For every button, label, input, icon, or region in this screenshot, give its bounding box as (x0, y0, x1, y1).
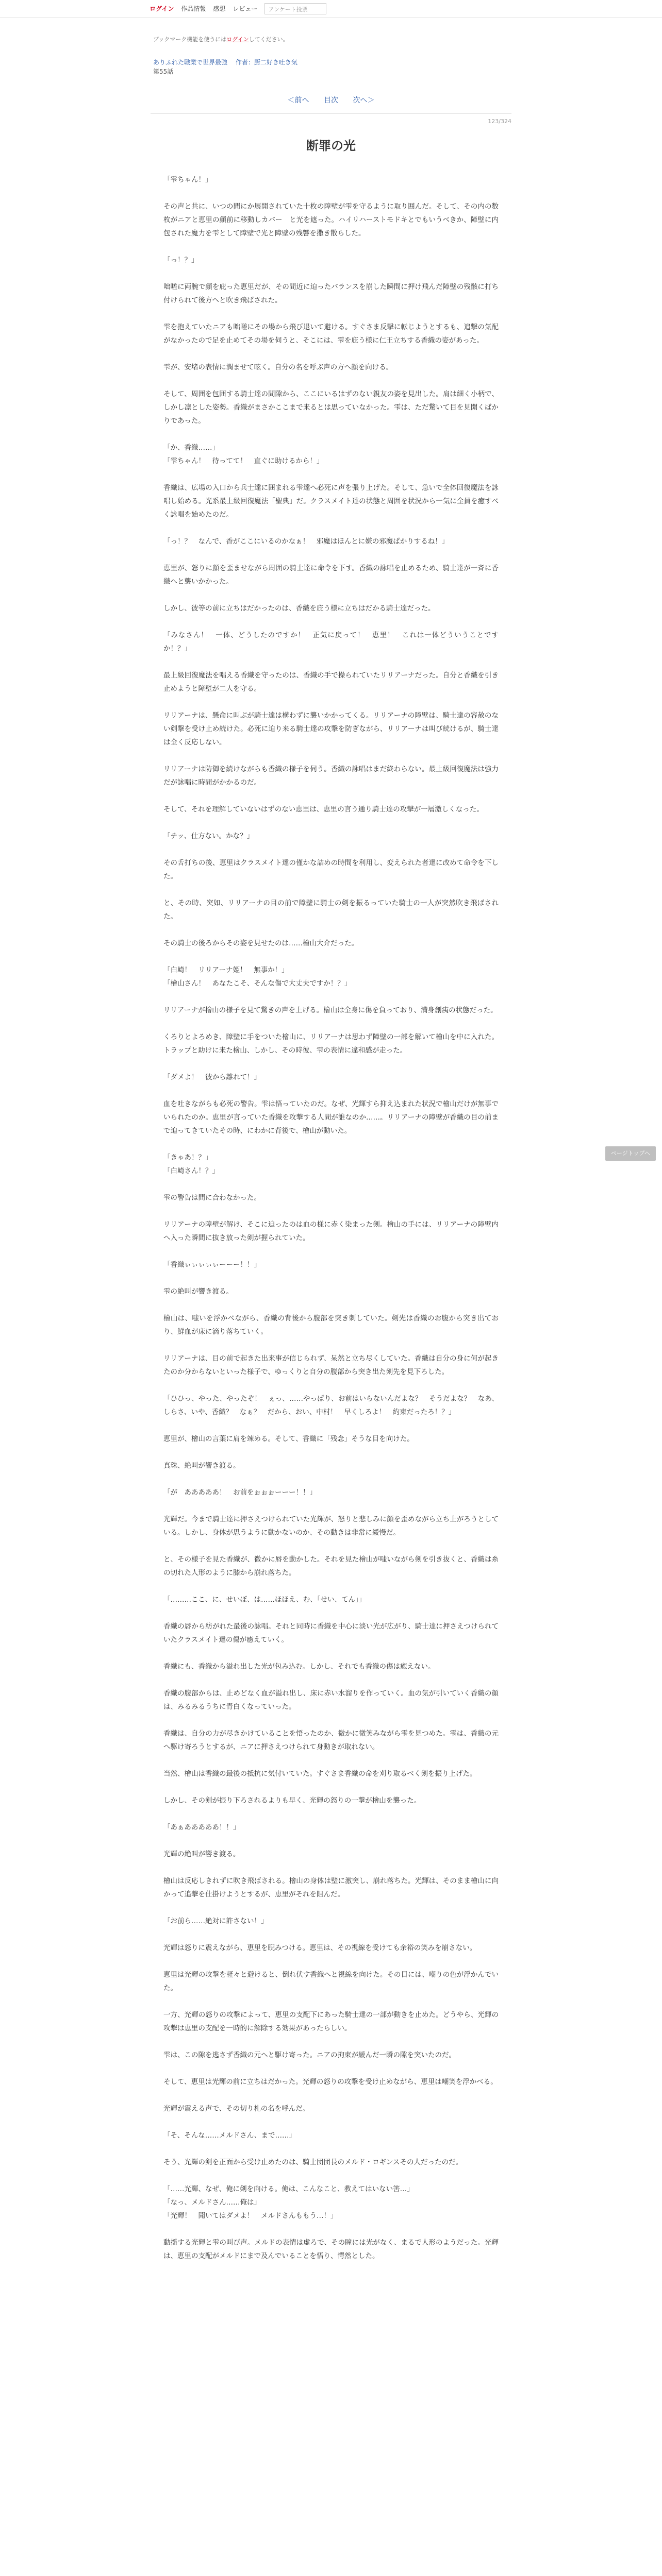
next-chapter-link[interactable]: 次へ＞ (353, 96, 375, 105)
body-paragraph: 香織は、広場の入口から兵士達に囲まれる雫達へ必死に声を張り上げた。そして、急いで全体回復魔法を詠唱し始める。光系最上級回復魔法「聖典」だ。クラスメイト達の状態と周囲を状況から一気に全員を癒すべく詠唱を始めたのだ。 (163, 484, 499, 519)
prev-chapter-link[interactable]: ＜前へ (287, 96, 309, 105)
body-paragraph: 「香織ぃぃぃぃぃーーー！！」 (163, 1261, 261, 1269)
body-paragraph: リリアーナは、懸命に叫ぶが騎士達は構わずに襲いかかってくる。リリアーナの障壁は、騎士達の容赦のない剣撃を受け止め続けた。必死に迫り来る騎士達の攻撃を防ぎながら、リリアーナは叫び続けるが、騎士達は全く反応しない。 (163, 711, 499, 747)
body-paragraph: と、その様子を見た香織が、微かに唇を動かした。それを見た檜山が嗤いながら剣を引き抜くと、香織は糸の切れた人形のように膝から崩れ落ちた。 (163, 1555, 499, 1577)
body-paragraph: 雫の警告は間に合わなかった。 (163, 1194, 261, 1202)
header-divider (151, 113, 511, 125)
page-top-button[interactable]: ページトップへ (605, 1146, 656, 1161)
body-paragraph: 「みなさん！ 一体、どうしたのですか！ 正気に戻って！ 恵里！ これは一体どういうことですか！？」 (163, 631, 499, 653)
body-paragraph: 「お前ら……絶対に許さない！」 (163, 1917, 268, 1925)
body-paragraph: そして、それを理解していないはずのない恵里は、恵里の言う通り騎士達の攻撃が一層激しくなった。 (163, 805, 484, 814)
body-paragraph: 「白崎！ リリアーナ姫！ 無事か！」 「檜山さん！ あなたこそ、そんな傷で大丈夫ですか！？」 (163, 966, 352, 988)
body-paragraph: 光輝の絶叫が響き渡る。 (163, 1850, 240, 1858)
body-paragraph: 「チッ、仕方ない。かな？」 (163, 832, 254, 840)
author-link[interactable]: 厨二好き吐き気 (254, 59, 297, 66)
body-paragraph: 動揺する光輝と雫の叫び声。メルドの表情は虚ろで、その瞳には光がなく、まるで人形のようだった。光輝は、恵里の支配がメルドにまで及んでいることを悟り、愕然とした。 (163, 2239, 499, 2260)
survey-input[interactable]: アンケート投票 (264, 3, 326, 14)
body-paragraph: 「きゃあ！？」 「白崎さん！？」 (163, 1154, 219, 1175)
body-paragraph: リリアーナの障壁が解け、そこに迫ったのは血の様に赤く染まった剣。檜山の手には、リリアーナの障壁内へ入った瞬間に抜き放った剣が握られていた。 (163, 1221, 499, 1242)
body-paragraph: 香織の唇から紡がれた最後の詠唱。それと同時に香織を中心に淡い光が広がり、騎士達に押さえつけられていたクラスメイト達の傷が癒えていく。 (163, 1622, 499, 1644)
body-paragraph: リリアーナは防御を続けながらも香織の様子を伺う。香織の詠唱はまだ終わらない。最上級回復魔法は強力だが詠唱に時間がかかるのだ。 (163, 765, 499, 787)
chapter-body (163, 173, 499, 2263)
body-paragraph: 「か、香織……」 「雫ちゃん！ 待ってて！ 直ぐに助けるから！」 (163, 444, 324, 465)
body-paragraph: 咄嗟に両腕で顔を庇った恵里だが、その間近に迫ったバランスを崩した瞬間に押け飛んだ障壁の残骸に打ち付けられて後方へと吹き飛ばされた。 (163, 283, 499, 304)
body-paragraph: 「……光輝、なぜ、俺に剣を向ける。俺は、こんなこと、教えてはいない筈…」 「なっ、メルドさん……俺は」 「光輝！ 聞いてはダメよ！ メルドさんももう…！」 (163, 2185, 414, 2220)
body-paragraph: リリアーナが檜山の様子を見て驚きの声を上げる。檜山は全身に傷を負っており、満身創痍の状態だった。 (163, 1006, 498, 1014)
notice-prefix: ブックマーク機能を使うには (153, 36, 227, 43)
body-paragraph: 雫は、この隙を逃さず香織の元へと駆け寄った。ニアの拘束が緩んだ一瞬の隙を突いたのだ。 (163, 2051, 456, 2059)
page-count: 123/324 (488, 118, 511, 125)
body-paragraph: 当然、檜山は香織の最後の抵抗に気付いていた。すぐさま香織の命を刈り取るべく剣を振り上げた。 (163, 1770, 477, 1778)
body-paragraph: 「っ！？ なんで、香がここにいるのかなぁ！ 邪魔はほんとに嫌の邪魔ばかりするね！」 (163, 537, 449, 546)
chapter-pager (0, 95, 662, 105)
chapter-title: 断罪の光 (306, 139, 356, 153)
body-paragraph: 恵里が、檜山の言葉に肩を竦める。そして、香織に「残念」そうな目を向けた。 (163, 1435, 414, 1443)
series-title-link[interactable]: ありふれた職業で世界最強 (153, 59, 228, 66)
notice-login-link[interactable]: ログイン (226, 36, 249, 43)
notice-suffix: してください。 (249, 36, 289, 43)
body-paragraph: 光輝は怒りに震えながら、恵里を睨みつける。恵里は、その視線を受けても余裕の笑みを崩さない。 (163, 1944, 477, 1952)
body-paragraph: 香織は、自分の力が尽きかけていることを悟ったのか、微かに微笑みながら雫を見つめた。雫は、香織の元へ駆け寄ろうとするが、ニアに押さえつけられて身動きが取れない。 (163, 1730, 499, 1751)
body-paragraph: そう、光輝の剣を正面から受け止めたのは、騎士団団長のメルド・ロギンスその人だったのだ。 (163, 2158, 462, 2166)
body-paragraph: 香織にも、香織から溢れ出した光が包み込む。しかし、それでも香織の傷は癒えない。 (163, 1663, 435, 1671)
body-paragraph: 雫の絶叫が響き渡る。 (163, 1287, 233, 1296)
body-paragraph: リリアーナは、目の前で起きた出来事が信じられず、呆然と立ち尽くしていた。香織は自分の身に何が起きたのか分からないといった様子で、ゆっくりと自分の腹部から突き出た剣先を見下ろした。 (163, 1354, 499, 1376)
body-paragraph: 「っ！？」 (163, 256, 198, 264)
body-paragraph: 光輝だ。今まで騎士達に押さえつけられていた光輝が、怒りと悲しみに顔を歪めながら立ち上がろうとしている。しかし、身体が思うように動かないのか、その動きは非常に緩慢だ。 (163, 1515, 499, 1537)
body-paragraph: 「あぁあああああ！！」 (163, 1823, 240, 1832)
toc-link[interactable]: 目次 (324, 96, 338, 105)
body-paragraph: 真珠、絶叫が響き渡る。 (163, 1462, 240, 1470)
body-paragraph: と、その時、突如、リリアーナの目の前で障壁に騎士の剣を振るっていた騎士の一人が突然吹き飛ばされた。 (163, 899, 499, 921)
author-label: 作者： (235, 59, 254, 66)
body-paragraph: 香織の腹部からは、止めどなく血が溢れ出し、床に赤い水溜りを作っていく。血の気が引いていく香織の顔は、みるみるうちに青白くなっていった。 (163, 1689, 499, 1711)
body-paragraph: その舌打ちの後、恵里はクラスメイト達の僅かな詰めの時間を利用し、変えられた者達に改めて命令を下した。 (163, 859, 499, 880)
body-paragraph: その声と共に、いつの間にか展開されていた十枚の障壁が雫を守るように取り囲んだ。そして、その内の数枚がニアと恵里の顔前に移動しカバー と光を遮った。ハイリハーストモドキとでもいうべきか、障壁に内包された魔力を雫として障壁で光と障壁の残響を撒き散らした。 (163, 202, 499, 238)
body-paragraph: しかし、彼等の前に立ちはだかったのは、香織を庇う様に立ちはだかる騎士達だった。 (163, 604, 435, 613)
body-paragraph: しかし、その剣が振り下ろされるよりも早く、光輝の怒りの一撃が檜山を襲った。 (163, 1797, 421, 1805)
body-paragraph: 雫が、安堵の表情に潤ませて呟く。自分の名を呼ぶ声の方へ顔を向ける。 (163, 363, 393, 371)
body-paragraph: 檜山は、嗤いを浮かべながら、香織の背後から腹部を突き刺していた。剣先は香織のお腹から突き出ており、鮮血が床に滴り落ちていく。 (163, 1314, 499, 1336)
bookmark-notice (0, 35, 662, 43)
body-paragraph: 「雫ちゃん！」 (163, 176, 212, 184)
body-paragraph: 雫を抱えていたニアも咄嗟にその場から飛び退いて避ける。すぐさま反撃に転じようとするも、追撃の気配がなかったので足を止めてその場を伺うと、そこには、雫を庇う様に仁王立ちする香織の姿があった。 (163, 323, 499, 345)
top-header (0, 0, 662, 18)
login-link[interactable]: ログイン (150, 5, 174, 12)
body-paragraph: 一方、光輝の怒りの攻撃によって、恵里の支配下にあった騎士達の一部が動きを止めた。どうやら、光輝の攻撃は恵里の支配を一時的に解除する効果があったらしい。 (163, 2011, 499, 2032)
body-paragraph: 血を吐きながらも必死の警告。雫は悟っていたのだ。なぜ、光輝すら抑え込まれた状況で檜山だけが無事でいられたのか。恵里が言っていた香織を攻撃する人間が誰なのか……。リリアーナの障壁が香織の目の前まで迫ってきていたその時、にわかに背後で、檜山が動いた。 (163, 1100, 499, 1135)
body-paragraph: 最上級回復魔法を唱える香織を守ったのは、香織の手で操られていたリリアーナだった。自分と香織を引き止めようと障壁が二人を守る。 (163, 671, 499, 693)
body-paragraph: 檜山は反応しきれずに吹き飛ばされる。檜山の身体は壁に激突し、崩れ落ちた。光輝は、そのまま檜山に向かって追撃を仕掛けようとするが、恵里がそれを阻んだ。 (163, 1877, 499, 1899)
body-paragraph: 「………ここ、に、せいぼ、は……ほほえ、む、「せい、てん」」 (163, 1596, 366, 1604)
nav-item-impressions[interactable]: 感想 (213, 5, 226, 12)
body-paragraph: 恵里が、怒りに顔を歪ませながら周囲の騎士達に命令を下す。香織の詠唱を止めるため、騎士達が一斉に香織へと襲いかかった。 (163, 564, 499, 586)
nav-item-work-info[interactable]: 作品情報 (181, 5, 206, 12)
body-paragraph: くろりとよろめき、障壁に手をついた檜山に、リリアーナは思わず障壁の一部を解いて檜山を中に入れた。トラップと助けに来た檜山、しかし、その時彼、雫の表情に違和感が走った。 (163, 1033, 499, 1055)
body-paragraph: 恵里は光輝の攻撃を軽々と避けると、倒れ伏す香織へと視線を向けた。その目には、嘲りの色が浮かんでいた。 (163, 1971, 499, 1992)
nav-item-reviews[interactable]: レビュー (233, 5, 258, 12)
series-info (0, 58, 662, 76)
body-paragraph: 「ひひっ、やった、やったぞ！ ぇっ、……やっぱり、お前はいらないんだよな？ そうだよな？ なあ、しらさ、いや、香織？ なぁ？ だから、おい、中村！ 早くしろよ！ 約束だったろ！？」 (163, 1395, 499, 1416)
chapter-number: 第55話 (153, 68, 174, 75)
body-paragraph: 「ダメよ！ 彼から離れて！」 (163, 1073, 261, 1081)
body-paragraph: そして、周囲を包囲する騎士達の間隙から、ここにいるはずのない親友の姿を見出した。肩は細く小柄で、しかし凛とした姿勢。香織がまさかここまで来るとは思っていなかった。雫は、ただ驚いて目を見開くばかりであった。 (163, 390, 499, 425)
body-paragraph: 「が あああああ！ お前をぉぉぉーーー！！」 (163, 1488, 317, 1497)
body-paragraph: 光輝が震える声で、その切り札の名を呼んだ。 (163, 2105, 310, 2113)
body-paragraph: そして、恵里は光輝の前に立ちはだかった。光輝の怒りの攻撃を受け止めながら、恵里は嘲笑を浮かべる。 (163, 2078, 498, 2086)
body-paragraph: その騎士の後ろからその姿を見せたのは……檜山大介だった。 (163, 939, 358, 947)
body-paragraph: 「そ、そんな……メルドさん、まで……」 (163, 2131, 296, 2140)
